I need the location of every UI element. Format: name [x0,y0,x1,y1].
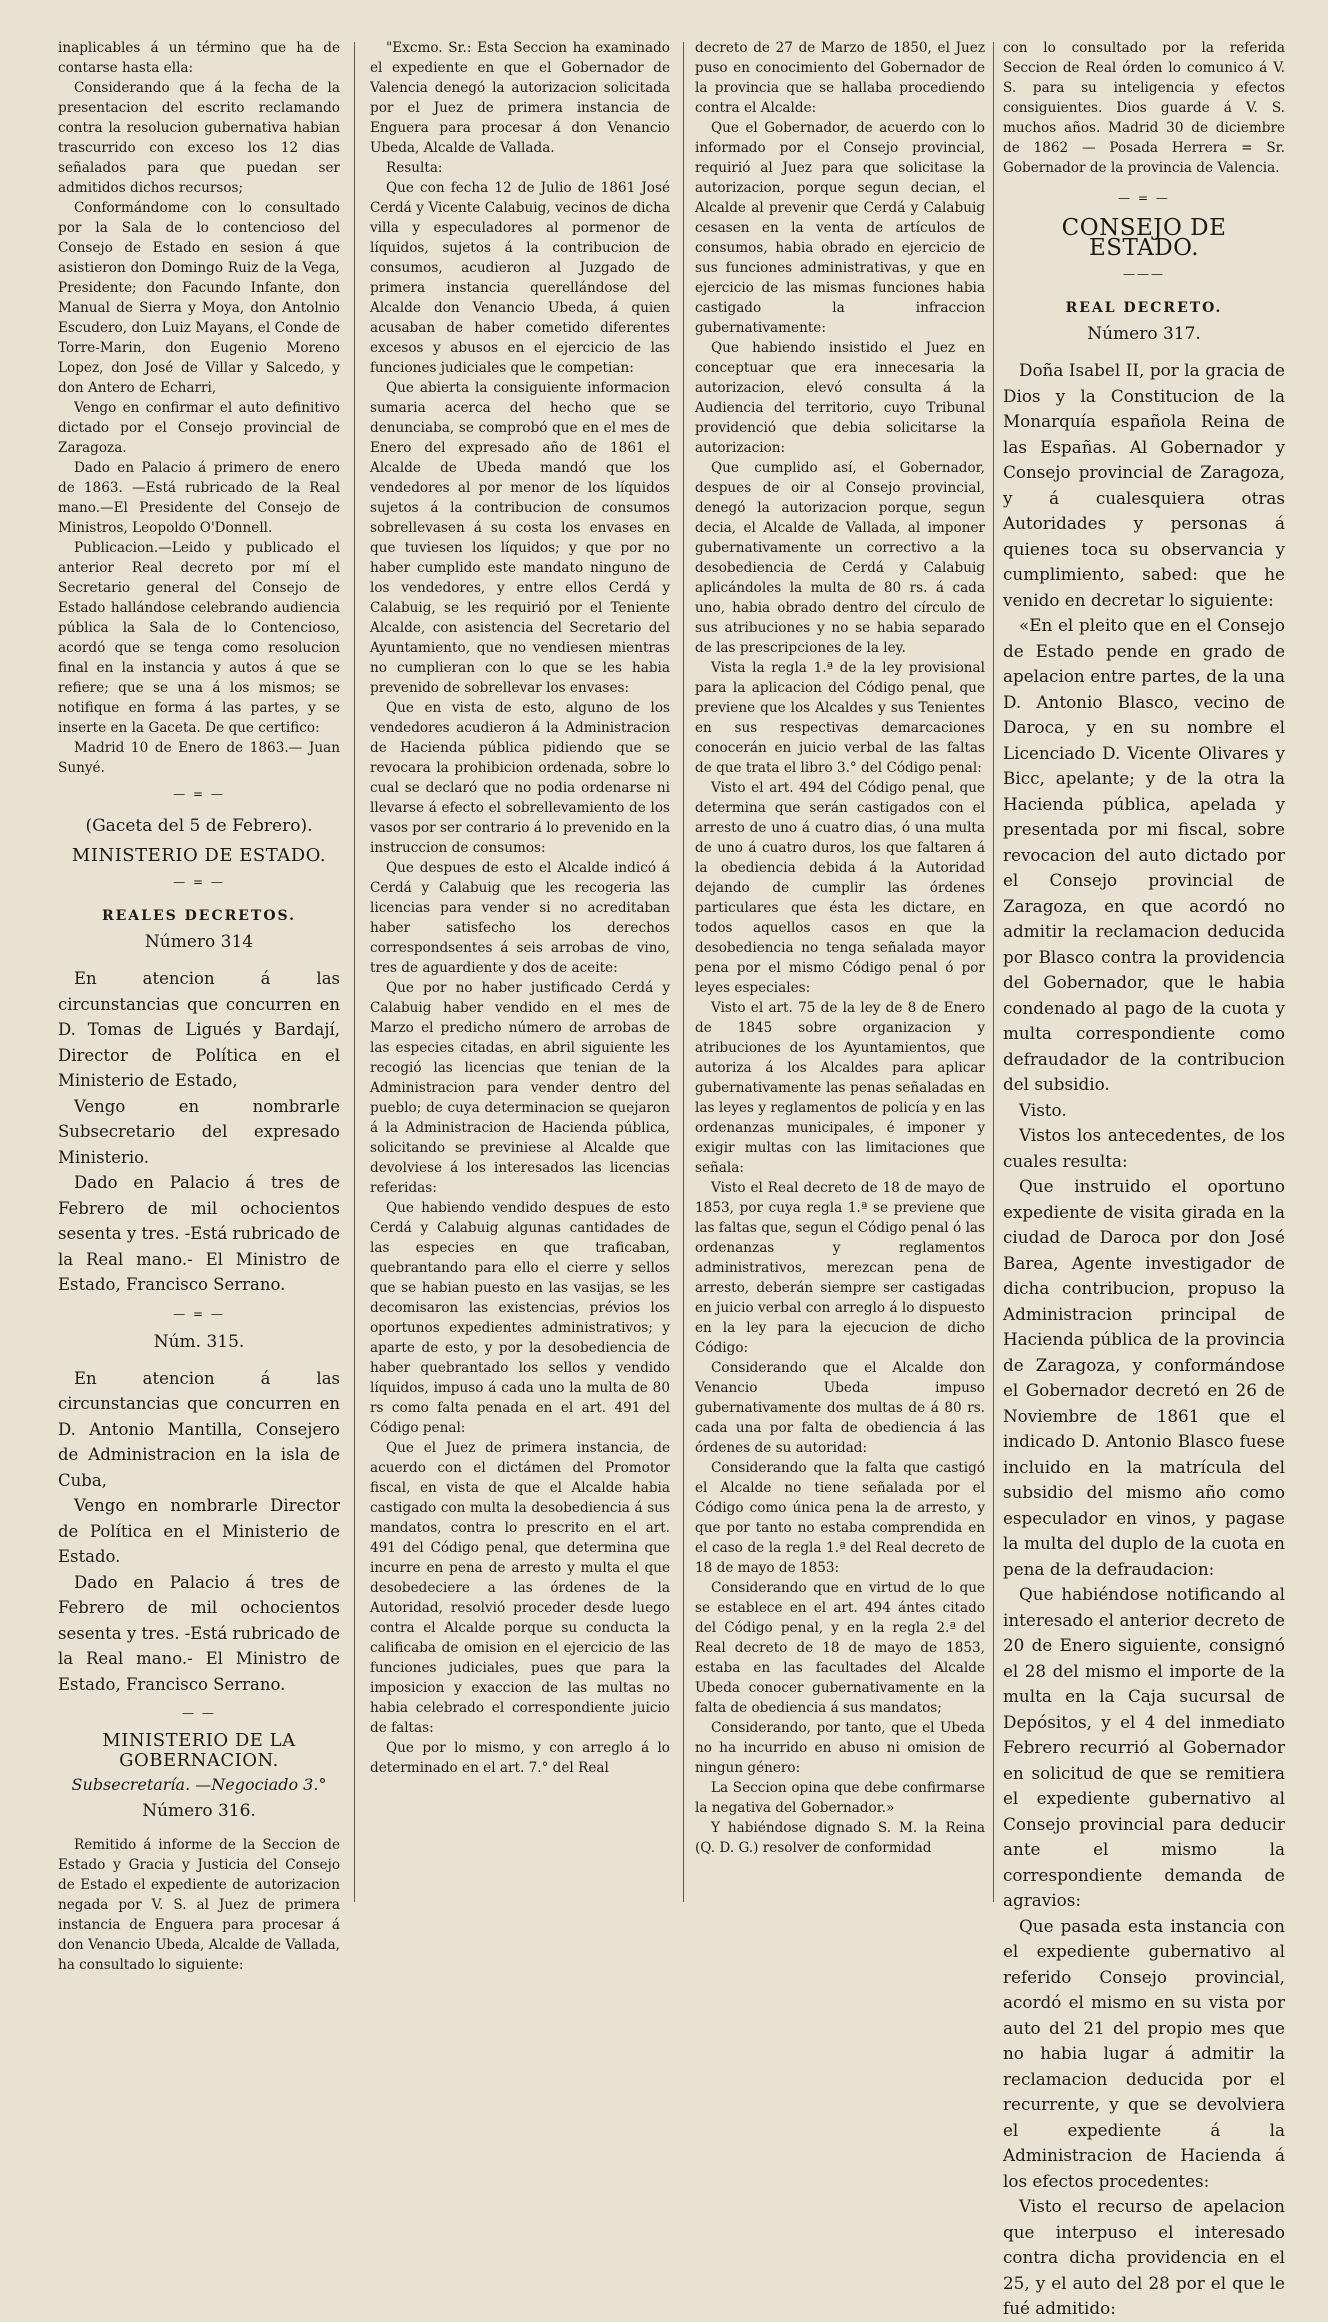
separator: — — [182,1706,216,1720]
paragraph: Que por lo mismo, y con arreglo á lo determinado en el art. 7.° del Real [370,1740,670,1776]
paragraph: inaplicables á un término que ha de contarse hasta ella: [58,40,340,76]
decree-number: Número 317. [1087,324,1201,344]
paragraph: Visto el recurso de apelacion que interpuso el interesado contra dicha providencia en el 25, y el auto del 28 por el que le fué admitido: [1003,2196,1285,2318]
subsecretaria-label: Subsecretaría. —Negociado 3.° [71,1775,327,1794]
paragraph: La Seccion opina que debe confirmarse la negativa del Gobernador.» [695,1780,985,1816]
paragraph: Que cumplido así, el Gobernador, despues de oir al Consejo provincial, denegó la autorizacion porque, segun decia, el Alcalde de Vallada, al imponer gubernativamente un correctivo a la desobediencia de Cerdá y Calabuig aplicándoles la multa de 80 rs. á cada uno, habia obrado dentro del círculo de sus atribuciones y no se habia separado de las prescripciones de la ley. [695,460,985,656]
separator: — = — [173,1306,225,1321]
separator: — = — [1118,191,1170,205]
paragraph: "Excmo. Sr.: Esta Seccion ha examinado el expediente en que el Gobernador de Valencia denegó la autorizacion solicitada por el Juez de primera instancia de Enguera para procesar á don Venancio Ubeda, Alcalde de Vallada. [370,40,670,156]
paragraph: Considerando que la falta que castigó el Alcalde no tiene señalada por el Código como única pena la de arresto, y que por tanto no estaba comprendida en el caso de la regla 1.ª del Real decreto de 18 de mayo de 1853: [695,1460,985,1576]
paragraph: Que pasada esta instancia con el expediente gubernativo al referido Consejo provincial, acordó el mismo en su vista por auto del 21 del propio mes que no habia lugar á admitir la reclamacion deducida por el recurrente, y que se devolviera el expediente á la Administracion de Hacienda á los efectos procedentes: [1003,1915,1285,2191]
paragraph: Y habiéndose dignado S. M. la Reina (Q. D. G.) resolver de conformidad [695,1820,985,1856]
paragraph: Vengo en nombrarle Director de Política en el Ministerio de Estado. [58,1496,340,1566]
paragraph: Que en vista de esto, alguno de los vendedores acudieron á la Administracion de Hacienda pública pidiendo que se revocara la prohibicion ordenada, sobre lo cual se declaró que no podia ordenarse ni llevarse á efecto el sobrellevamiento de los vasos por ser contrario á lo prevenido en la instruccion de consumos: [370,700,670,856]
paragraph: Madrid 10 de Enero de 1863.— Juan Sunyé. [58,740,340,776]
paragraph: Vengo en nombrarle Subsecretario del expresado Ministerio. [58,1096,340,1167]
column-3 [695,38,985,1908]
decree-number: Número 314 [144,932,254,952]
paragraph: Resulta: [386,160,443,176]
paragraph: Que habiendo vendido despues de esto Cerdá y Calabuig algunas cantidades de las especies en que traficaban, quebrantando para ello el cierre y sellos que se habian puesto en las vasijas, se les decomisaron las existencias, prévios los oportunos expedientes administrativos; y aparte de esto, y por la desobediencia de haber quebrantado los sellos y vendido líquidos, impuso á cada uno la multa de 80 rs como falta penada en el art. 491 del Código penal: [370,1200,670,1436]
paragraph: Vista la regla 1.ª de la ley provisional para la aplicacion del Código penal, que previene que los Alcaldes y sus Tenientes en sus respectivas demarcaciones conocerán en juicio verbal de las faltas de que trata el libro 3.° del Código penal: [695,660,985,776]
column-rule [354,42,355,1902]
paragraph: Considerando, por tanto, que el Ubeda no ha incurrido en abuso ni omision de ningun género: [695,1720,985,1776]
paragraph: Visto. [1019,1099,1067,1120]
decree-number: Número 316. [142,1801,256,1821]
paragraph: decreto de 27 de Marzo de 1850, el Juez puso en conocimiento del Gobernador de la provincia que se hallaba procediendo contra el Alcalde: [695,40,985,116]
column-rule [993,42,994,1902]
column-2 [370,38,670,1908]
paragraph: Vistos los antecedentes, de los cuales resulta: [1003,1125,1285,1171]
section-heading: MINISTERIO DE ESTADO. [71,845,327,866]
paragraph: Considerando que á la fecha de la presentacion del escrito reclamando contra la resolucion gubernativa habian trascurrido con exceso los 12 dias señalados para que puedan ser admitidos dichos recursos; [58,80,340,196]
paragraph: Considerando que el Alcalde don Venancio Ubeda impuso gubernativamente dos multas de á 80 rs. cada una por falta de obediencia á las órdenes de su autoridad: [695,1360,985,1456]
separator: ——— [1123,267,1165,281]
column-4 [1003,38,1285,2318]
decree-number: Núm. 315. [153,1331,245,1352]
paragraph: Doña Isabel II, por la gracia de Dios y la Constitucion de la Monarquía española Reina de las Españas. Al Gobernador y Consejo provincial de Zaragoza, y á cualesquiera otras Autoridades y personas á quienes toca su observancia y cumplimiento, sabed: que he venido en decretar lo siguiente: [1003,360,1285,610]
paragraph: Conformándome con lo consultado por la Sala de lo contencioso del Consejo de Estado en sesion á que asistieron don Domingo Ruiz de la Vega, Presidente; don Facundo Infante, don Manual de Sierra y Moya, don Antolnio Escudero, don Luiz Mayans, el Conde de Torre-Marin, don Eugenio Moreno Lopez, don José de Villar y Salcedo, y don Antero de Echarri, [58,200,340,396]
paragraph: Que por no haber justificado Cerdá y Calabuig haber vendido en el mes de Marzo el predicho número de arrobas de las especies citadas, en abril siguiente les recogió las licencias que tenian de la Administracion para vender dentro del pueblo; de cuya determinacion se quejaron á la Administracion de Hacienda pública, solicitando se previniese al Alcalde que devolviese á los interesados las licencias referidas: [370,980,670,1196]
paragraph: Que habiendo insistido el Juez en conceptuar que era innecesaria la autorizacion, elevó consulta á la Audiencia del territorio, cuyo Tribunal providenció que debia solicitarse la autorizacion: [695,340,985,456]
separator: — = — [173,875,225,889]
paragraph: Visto el Real decreto de 18 de mayo de 1853, por cuya regla 1.ª se previene que las faltas que, segun el Código penal ó las ordenanzas y reglamentos administrativos, merezcan pena de arresto, deberán siempre ser castigadas en juicio verbal con arreglo á lo dispuesto en la ley para la ejecucion de dicho Código: [695,1180,985,1356]
paragraph: Publicacion.—Leido y publicado el anterior Real decreto por mí el Secretario general del Consejo de Estado hallándose celebrando audiencia pública la Sala de lo Contencioso, acordó que se tenga como resolucion final en la instancia y autos á que se refiere; que se una á los mismos; se notifique en forma á las partes, y se inserte en la Gaceta. De que certifico: [58,540,340,736]
subheading: REAL DECRETO. [1065,300,1223,316]
paragraph: Dado en Palacio á tres de Febrero de mil ochocientos sesenta y tres. -Está rubricado de la Real mano.- El Ministro de Estado, Francisco Serrano. [58,1572,340,1694]
paragraph: Que con fecha 12 de Julio de 1861 José Cerdá y Vicente Calabuig, vecinos de dicha villa y especuladores al pormenor de líquidos, sujetos á la contribucion de consumos, acudieron al Juzgado de primera instancia querellándose del Alcalde don Venancio Ubeda, á quien acusaban de haber cometido diferentes excesos y abusos en el ejercicio de las funciones judiciales que le competian: [370,180,670,376]
column-rule [683,42,684,1902]
paragraph: En atencion á las circunstancias que concurren en D. Tomas de Ligués y Bardají, Director de Política en el Ministerio de Estado, [58,969,340,1090]
section-heading: CONSEJO DE ESTADO. [1061,215,1227,261]
paragraph: Que el Gobernador, de acuerdo con lo informado por el Consejo provincial, requirió al Juez para que solicitase la autorizacion, porque segun decian, el Alcalde al prevenir que Cerdá y Calabuig cesasen en la venta de artículos de consumos, habia obrado en ejercicio de sus funciones administrativas, y que en ejercicio de las mismas funciones habia castigado la infraccion gubernativamente: [695,120,985,336]
paragraph: Vengo en confirmar el auto definitivo dictado por el Consejo provincial de Zaragoza. [58,400,340,456]
column-1 [58,38,340,1973]
paragraph: Que instruido el oportuno expediente de visita girada en la ciudad de Daroca por don José Barea, Agente investigador de dicha contribucion, propuso la Administracion principal de Hacienda pública de la provincia de Zaragoza, y conformándose el Gobernador decretó en 26 de Noviembre de 1861 que el indicado D. Antonio Blasco fuese incluido en la matrícula del subsidio del mismo año como especulador en vinos, y pagase la multa del duplo de la cuota en pena de la defraudacion: [1003,1176,1285,1579]
paragraph: En atencion á las circunstancias que concurren en D. Antonio Mantilla, Consejero de Administracion en la isla de Cuba, [58,1368,340,1490]
separator: — = — [173,787,225,801]
paragraph: Visto el art. 75 de la ley de 8 de Enero de 1845 sobre organizacion y atribuciones de los Ayuntamientos, que autoriza á los Alcaldes para aplicar gubernativamente las penas señaladas en las leyes y reglamentos de policía y en las ordenanzas municipales, é imponer y exigir multas con las limitaciones que señala: [695,1000,985,1176]
paragraph: con lo consultado por la referida Seccion de Real órden lo comunico á V. S. para su inteligencia y efectos consiguientes. Dios guarde á V. S. muchos años. Madrid 30 de diciembre de 1862 — Posada Herrera = Sr. Gobernador de la provincia de Valencia. [1003,40,1285,176]
paragraph: Considerando que en virtud de lo que se establece en el art. 494 ántes citado del Código penal, y en la regla 2.ª del Real decreto de 18 de mayo de 1853, estaba en las facultades del Alcalde Ubeda conocer gubernativamente en la falta de obediencia á sus mandatos; [695,1580,985,1716]
paragraph: Dado en Palacio á primero de enero de 1863. —Está rubricado de la Real mano.—El Presidente del Consejo de Ministros, Leopoldo O'Donnell. [58,460,340,536]
paragraph: Que despues de esto el Alcalde indicó á Cerdá y Calabuig que les recogeria las licencias para vender si no acreditaban haber satisfecho los derechos correspondsentes á seis arrobas de vino, tres de aguardiente y dos de aceite: [370,860,670,976]
subheading: REALES DECRETOS. [101,908,297,924]
paragraph: Visto el art. 494 del Código penal, que determina que serán castigados con el arresto de uno á cuatro dias, ó una multa de uno á cuatro duros, los que faltaren á la obediencia debida á la Autoridad dejando de cumplir las órdenes particulares que ésta les dictare, en todos aquellos casos en que la desobediencia no tenga señalada mayor pena por el mismo Código penal ó por leyes especiales: [695,780,985,996]
paragraph: Remitido á informe de la Seccion de Estado y Gracia y Justicia del Consejo de Estado el expediente de autorizacion negada por V. S. al Juez de primera instancia de Enguera para procesar á don Venancio Ubeda, Alcalde de Vallada, ha consultado lo siguiente: [58,1837,340,1973]
paragraph: Que abierta la consiguiente informacion sumaria acerca del hecho que se denunciaba, se comprobó que en el mes de Enero del expresado año de 1861 el Alcalde de Ubeda mandó que los vendedores al por menor de los líquidos sujetos á la contribucion de consumos sobrellevasen á su costa los envases en que tuviesen los líquidos; y que por no haber cumplido este mandato ninguno de los vendedores, y entre ellos Cerdá y Calabuig, se les requirió por el Teniente Alcalde, con asistencia del Secretario del Ayuntamiento, que no vendiesen mientras no cumplieran con lo que se les habia prevenido de sobrellevar los envases: [370,380,670,696]
paragraph: «En el pleito que en el Consejo de Estado pende en grado de apelacion entre partes, de la una D. Antonio Blasco, vecino de Daroca, y en su nombre el Licenciado D. Vicente Olivares y Bicc, apelante; y de la otra la Hacienda pública, apelada y presentada por mi fiscal, sobre revocacion del auto dictado por el Consejo provincial de Zaragoza, en que acordó no admitir la reclamacion deducida por Blasco contra la providencia del Gobernador, que le habia condenado al pago de la cuota y multa correspondiente como defraudador de la contribucion del subsidio. [1003,615,1285,1094]
paragraph: Que habiéndose notificando al interesado el anterior decreto de 20 de Enero siguiente, consignó el 28 del mismo el importe de la multa en la Caja sucursal de Depósitos, y el 4 del inmediato Febrero recurrió al Gobernador en solicitud de que se remitiera el expediente gubernativo al Consejo provincial para deducir ante el mismo la correspondiente demanda de agravios: [1003,1584,1285,1910]
section-heading: MINISTERIO DE LA GOBERNACION. [102,1730,296,1771]
gaceta-date: (Gaceta del 5 de Febrero). [85,816,313,836]
paragraph: Dado en Palacio á tres de Febrero de mil ochocientos sesenta y tres. -Está rubricado de la Real mano.- El Ministro de Estado, Francisco Serrano. [58,1173,340,1294]
paragraph: Que el Juez de primera instancia, de acuerdo con el dictámen del Promotor fiscal, en vista de que el Alcalde habia castigado con multa la desobediencia á sus mandatos, contra lo prescrito en el art. 491 del Código penal, que determina que incurre en pena de arresto y multa el que desobedeciere a las órdenes de la Autoridad, resolvió proceder desde luego contra el Alcalde porque su conducta la calificaba de omision en el ejercicio de las funciones judiciales, pues que para la imposicion y exaccion de las multas no habia celebrado el correspondiente juicio de faltas: [370,1440,670,1736]
